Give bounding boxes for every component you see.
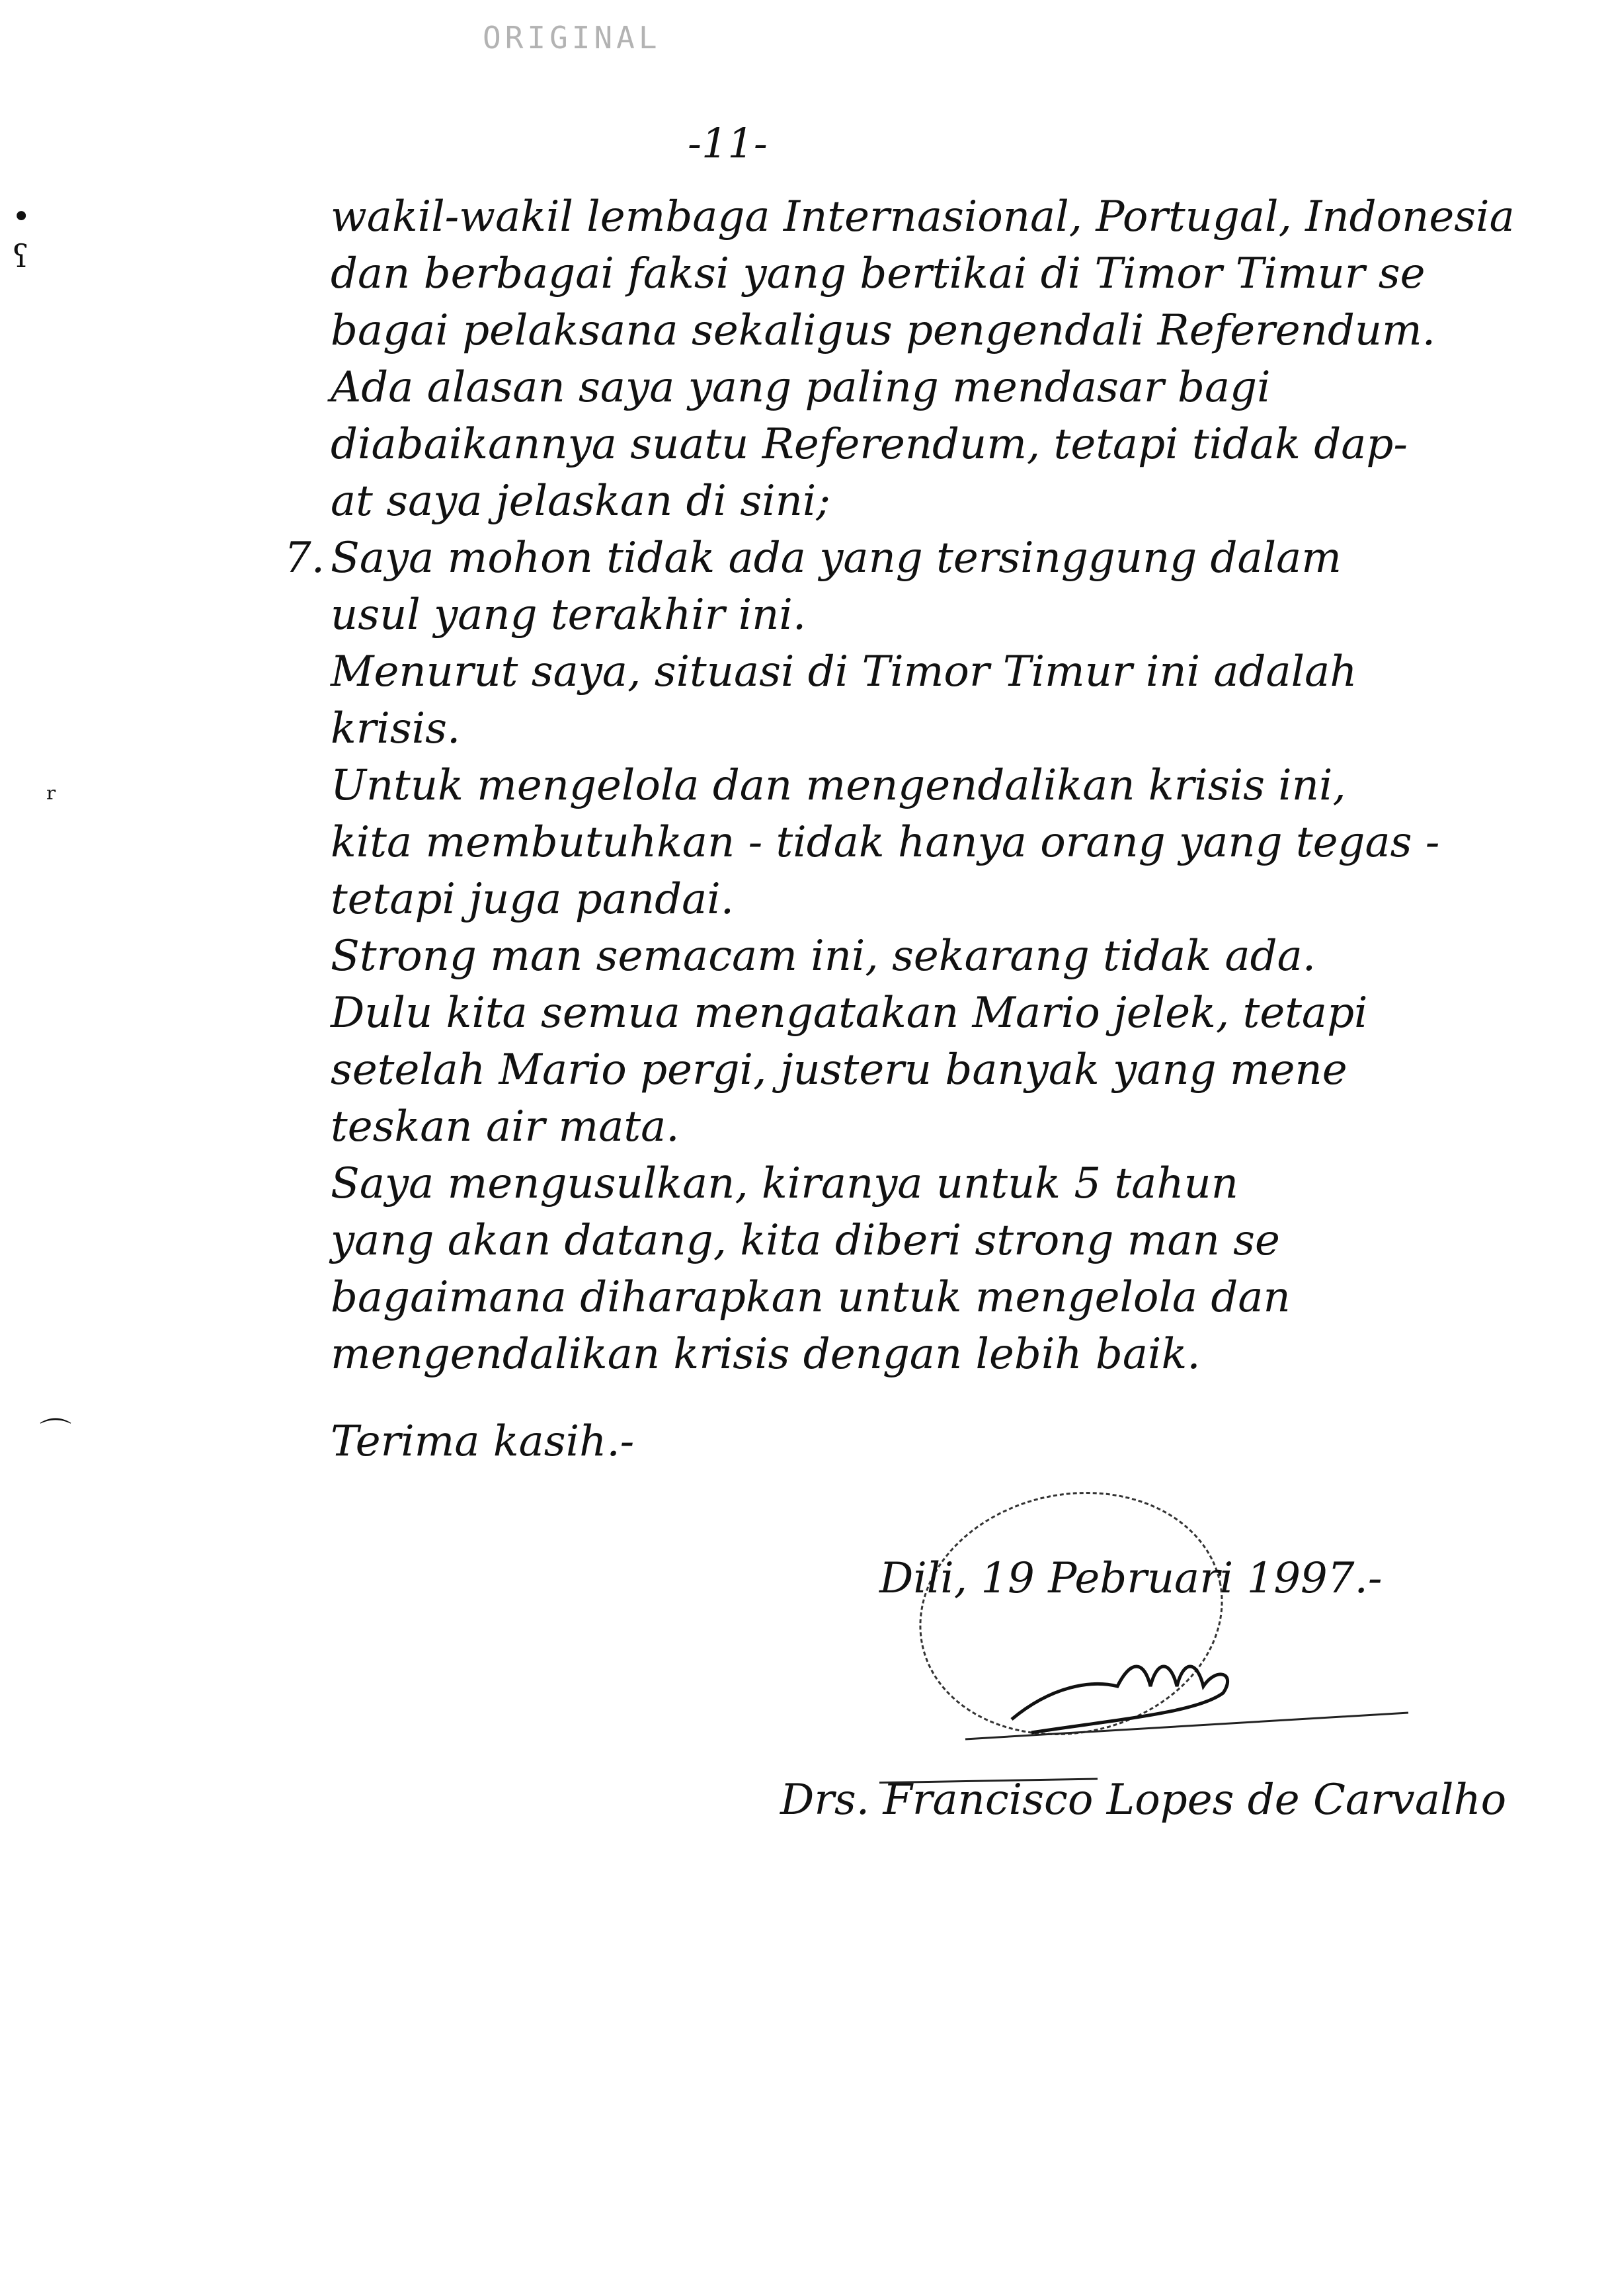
- closing-line: Terima kasih.-: [331, 1417, 635, 1466]
- item-line: krisis.: [331, 704, 461, 753]
- item-line: yang akan datang, kita diberi strong man se: [331, 1216, 1280, 1265]
- date-line: Dili, 19 Pebruari 1997.-: [879, 1554, 1383, 1603]
- item-line: Dulu kita semua mengatakan Mario jelek, tetapi: [331, 989, 1368, 1038]
- body-line: wakil-wakil lembaga Internasional, Portugal, Indonesia: [331, 192, 1515, 241]
- page-number: -11-: [688, 119, 768, 167]
- signature-stamp: [879, 1488, 1422, 1792]
- list-item-seven: [284, 530, 1560, 1383]
- item-line: Untuk mengelola dan mengendalikan krisis ini,: [331, 761, 1346, 810]
- item-line: usul yang terakhir ini.: [331, 591, 807, 639]
- margin-mark: •: [12, 198, 31, 235]
- body-line: bagai pelaksana sekaligus pengendali Referendum.: [331, 306, 1436, 355]
- item-line: Strong man semacam ini, sekarang tidak ada.: [331, 932, 1316, 981]
- item-line: teskan air mata.: [331, 1102, 680, 1151]
- item-line: mengendalikan krisis dengan lebih baik.: [331, 1330, 1201, 1379]
- body-line: diabaikannya suatu Referendum, tetapi tidak dap-: [331, 420, 1408, 469]
- item-line: Saya mohon tidak ada yang tersinggung dalam: [331, 534, 1342, 583]
- body-line: at saya jelaskan di sini;: [331, 477, 830, 526]
- item-line: bagaimana diharapkan untuk mengelola dan: [331, 1273, 1291, 1322]
- item-line: Saya mengusulkan, kiranya untuk 5 tahun: [331, 1159, 1238, 1208]
- letter-body: [284, 188, 1560, 1470]
- item-line: tetapi juga pandai.: [331, 875, 735, 924]
- margin-mark: ʳ: [46, 780, 58, 817]
- margin-mark: ⌒: [40, 1416, 72, 1453]
- item-number: 7.: [284, 534, 325, 583]
- signatory-name: Drs. Francisco Lopes de Carvalho: [780, 1776, 1507, 1824]
- body-line: Ada alasan saya yang paling mendasar bagi: [331, 363, 1271, 412]
- body-line: dan berbagai faksi yang bertikai di Timor Timur se: [331, 249, 1426, 298]
- item-line: kita membutuhkan - tidak hanya orang yang tegas -: [331, 818, 1440, 867]
- header-stamp: ORIGINAL: [483, 20, 661, 56]
- item-line: Menurut saya, situasi di Timor Timur ini adalah: [331, 647, 1357, 696]
- item-line: setelah Mario pergi, justeru banyak yang mene: [331, 1046, 1347, 1094]
- margin-mark: ʕ: [12, 238, 29, 275]
